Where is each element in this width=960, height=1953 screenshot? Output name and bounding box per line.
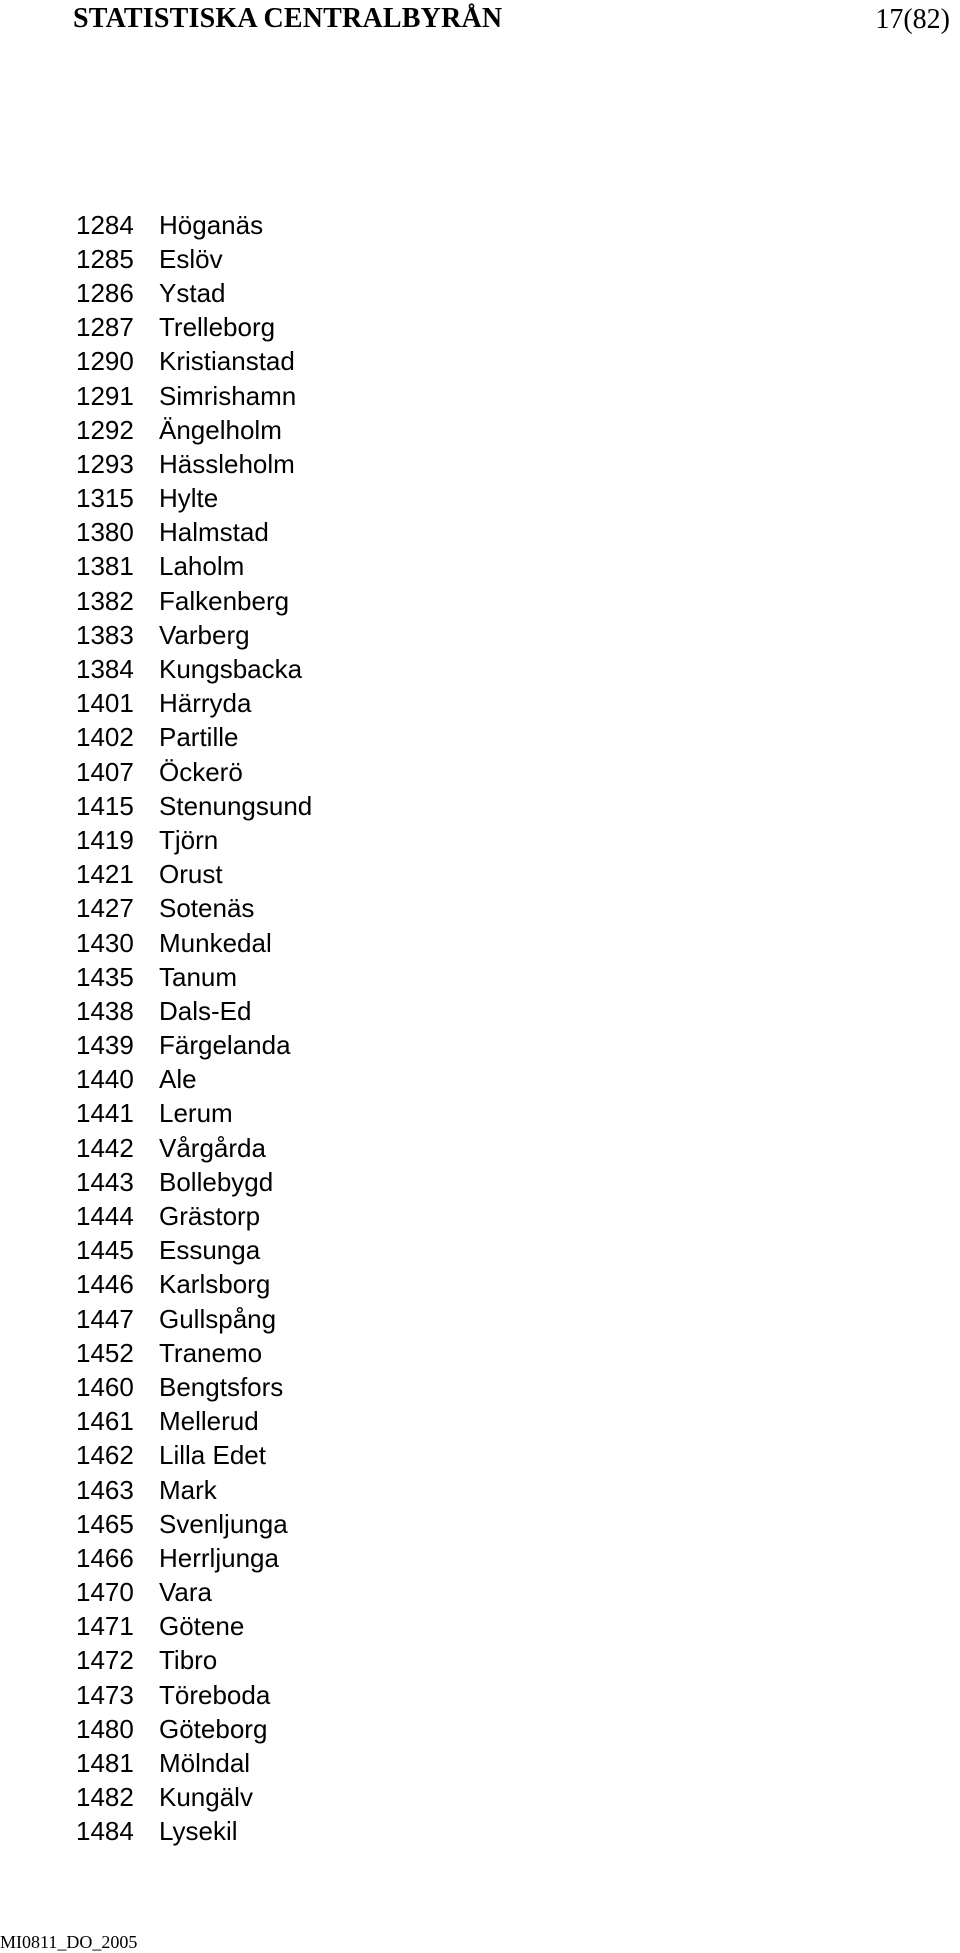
- municipality-code: 1442: [76, 1132, 134, 1163]
- municipality-code: 1472: [76, 1645, 134, 1676]
- municipality-code: 1285: [76, 243, 134, 274]
- list-item: [76, 1302, 312, 1336]
- municipality-name: Götene: [159, 1611, 245, 1642]
- municipality-code: 1439: [76, 1030, 134, 1061]
- municipality-code: 1291: [76, 380, 134, 411]
- municipality-name: Färgelanda: [159, 1030, 291, 1061]
- municipality-code: 1463: [76, 1474, 134, 1505]
- municipality-code: 1383: [76, 619, 134, 650]
- municipality-name: Eslöv: [159, 243, 223, 274]
- municipality-code: 1461: [76, 1406, 134, 1437]
- municipality-name: Karlsborg: [159, 1269, 271, 1300]
- municipality-name: Halmstad: [159, 517, 269, 548]
- list-item: [76, 1131, 312, 1165]
- list-item: [76, 1576, 312, 1610]
- municipality-code: 1460: [76, 1371, 134, 1402]
- municipality-code: 1482: [76, 1782, 134, 1813]
- list-item: [76, 516, 312, 550]
- list-item: [76, 1746, 312, 1780]
- municipality-name: Bollebygd: [159, 1166, 274, 1197]
- municipality-code: 1440: [76, 1064, 134, 1095]
- municipality-code: 1481: [76, 1748, 134, 1779]
- municipality-code: 1421: [76, 859, 134, 890]
- municipality-name: Töreboda: [159, 1679, 271, 1710]
- municipality-name: Göteborg: [159, 1713, 268, 1744]
- municipality-code: 1381: [76, 551, 134, 582]
- municipality-name: Vårgårda: [159, 1132, 266, 1163]
- municipality-name: Hylte: [159, 483, 219, 514]
- list-item: [76, 1268, 312, 1302]
- list-item: [76, 823, 312, 857]
- municipality-code: 1473: [76, 1679, 134, 1710]
- municipality-name: Kristianstad: [159, 346, 295, 377]
- municipality-code: 1402: [76, 722, 134, 753]
- municipality-name: Hässleholm: [159, 448, 295, 479]
- municipality-code: 1384: [76, 654, 134, 685]
- document-code: MI0811_DO_2005: [0, 1932, 138, 1952]
- municipality-code: 1452: [76, 1337, 134, 1368]
- municipality-name: Trelleborg: [159, 312, 276, 343]
- municipality-name: Partille: [159, 722, 239, 753]
- list-item: [76, 345, 312, 379]
- municipality-code: 1435: [76, 961, 134, 992]
- municipality-name: Tibro: [159, 1645, 218, 1676]
- list-item: [76, 1610, 312, 1644]
- municipality-code: 1290: [76, 346, 134, 377]
- municipality-name: Stenungsund: [159, 790, 313, 821]
- list-item: [76, 652, 312, 686]
- list-item: [76, 1165, 312, 1199]
- municipality-code: 1407: [76, 756, 134, 787]
- municipality-name: Härryda: [159, 688, 252, 719]
- list-item: [76, 550, 312, 584]
- municipality-name: Tanum: [159, 961, 238, 992]
- municipality-name: Tjörn: [159, 824, 219, 855]
- municipality-code: 1415: [76, 790, 134, 821]
- list-item: [76, 926, 312, 960]
- municipality-list: [76, 208, 312, 1849]
- list-item: [76, 1507, 312, 1541]
- municipality-code: 1441: [76, 1098, 134, 1129]
- municipality-code: 1430: [76, 927, 134, 958]
- municipality-code: 1315: [76, 483, 134, 514]
- list-item: [76, 1405, 312, 1439]
- municipality-name: Höganäs: [159, 209, 264, 240]
- list-item: [76, 1678, 312, 1712]
- municipality-code: 1445: [76, 1235, 134, 1266]
- list-item: [76, 618, 312, 652]
- municipality-name: Lerum: [159, 1098, 233, 1129]
- list-item: [76, 1473, 312, 1507]
- list-item: [76, 276, 312, 310]
- municipality-code: 1447: [76, 1303, 134, 1334]
- list-item: [76, 960, 312, 994]
- municipality-name: Öckerö: [159, 756, 243, 787]
- municipality-code: 1465: [76, 1508, 134, 1539]
- municipality-code: 1462: [76, 1440, 134, 1471]
- municipality-code: 1438: [76, 995, 134, 1026]
- municipality-code: 1470: [76, 1577, 134, 1608]
- municipality-code: 1292: [76, 414, 134, 445]
- list-item: [76, 858, 312, 892]
- municipality-name: Kungälv: [159, 1782, 253, 1813]
- municipality-code: 1471: [76, 1611, 134, 1642]
- list-item: [76, 208, 312, 242]
- page-number: 17(82): [875, 4, 950, 35]
- municipality-name: Sotenäs: [159, 893, 255, 924]
- municipality-code: 1444: [76, 1201, 134, 1232]
- list-item: [76, 242, 312, 276]
- municipality-name: Simrishamn: [159, 380, 297, 411]
- municipality-name: Lysekil: [159, 1816, 238, 1847]
- municipality-name: Ängelholm: [159, 414, 282, 445]
- municipality-name: Varberg: [159, 619, 250, 650]
- municipality-name: Ale: [159, 1064, 197, 1095]
- list-item: [76, 1199, 312, 1233]
- municipality-code: 1401: [76, 688, 134, 719]
- municipality-code: 1446: [76, 1269, 134, 1300]
- list-item: [76, 1644, 312, 1678]
- municipality-name: Munkedal: [159, 927, 272, 958]
- municipality-code: 1466: [76, 1542, 134, 1573]
- municipality-code: 1443: [76, 1166, 134, 1197]
- list-item: [76, 379, 312, 413]
- list-item: [76, 892, 312, 926]
- list-item: [76, 994, 312, 1028]
- list-item: [76, 1336, 312, 1370]
- list-item: [76, 1781, 312, 1815]
- municipality-name: Bengtsfors: [159, 1371, 284, 1402]
- list-item: [76, 584, 312, 618]
- municipality-code: 1284: [76, 209, 134, 240]
- list-item: [76, 789, 312, 823]
- municipality-code: 1382: [76, 585, 134, 616]
- list-item: [76, 1370, 312, 1404]
- list-item: [76, 1712, 312, 1746]
- municipality-name: Essunga: [159, 1235, 261, 1266]
- municipality-name: Orust: [159, 859, 223, 890]
- list-item: [76, 1029, 312, 1063]
- municipality-code: 1286: [76, 277, 134, 308]
- list-item: [76, 1439, 312, 1473]
- list-item: [76, 755, 312, 789]
- municipality-code: 1293: [76, 448, 134, 479]
- list-item: [76, 311, 312, 345]
- municipality-name: Ystad: [159, 277, 226, 308]
- municipality-name: Gullspång: [159, 1303, 277, 1334]
- municipality-name: Mellerud: [159, 1406, 259, 1437]
- list-item: [76, 721, 312, 755]
- municipality-name: Mark: [159, 1474, 217, 1505]
- list-item: [76, 413, 312, 447]
- municipality-name: Tranemo: [159, 1337, 263, 1368]
- list-item: [76, 447, 312, 481]
- list-item: [76, 482, 312, 516]
- municipality-name: Kungsbacka: [159, 654, 303, 685]
- municipality-code: 1419: [76, 824, 134, 855]
- list-item: [76, 1063, 312, 1097]
- list-item: [76, 1234, 312, 1268]
- municipality-name: Grästorp: [159, 1201, 261, 1232]
- list-item: [76, 1097, 312, 1131]
- organization-title: STATISTISKA CENTRALBYRÅN: [73, 3, 503, 34]
- municipality-code: 1427: [76, 893, 134, 924]
- municipality-name: Mölndal: [159, 1748, 251, 1779]
- municipality-name: Svenljunga: [159, 1508, 288, 1539]
- municipality-code: 1480: [76, 1713, 134, 1744]
- list-item: [76, 687, 312, 721]
- municipality-code: 1380: [76, 517, 134, 548]
- municipality-name: Lilla Edet: [159, 1440, 266, 1471]
- list-item: [76, 1541, 312, 1575]
- municipality-code: 1484: [76, 1816, 134, 1847]
- municipality-name: Dals-Ed: [159, 995, 252, 1026]
- municipality-name: Falkenberg: [159, 585, 290, 616]
- municipality-name: Laholm: [159, 551, 245, 582]
- municipality-code: 1287: [76, 312, 134, 343]
- list-item: [76, 1815, 312, 1849]
- municipality-name: Vara: [159, 1577, 212, 1608]
- municipality-name: Herrljunga: [159, 1542, 279, 1573]
